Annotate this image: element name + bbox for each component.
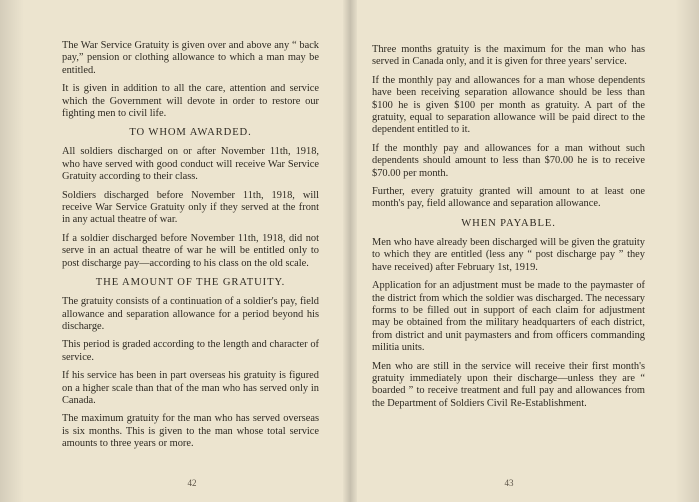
paragraph: Application for an adjustment must be made to the paymaster of the district from which the soldier was discharged. The necessary forms to be filled out in support of each claim for adjustment may be obtained from the military headquarters of each district, from district and unit paymasters and from officers commanding militia units. (372, 280, 645, 354)
paragraph: Men who have already been discharged will be given the gratuity to which they are entitled (less any “ post discharge pay ” they have received) after February 1st, 1919. (372, 236, 645, 273)
paragraph: The gratuity consists of a continuation of a soldier's pay, field allowance and separation allowance for a period beyond his discharge. (62, 296, 319, 332)
left-edge-shadow (0, 0, 24, 502)
right-page (349, 0, 699, 502)
left-page (0, 0, 349, 502)
paragraph: The War Service Gratuity is given over and above any “ back pay,” pension or clothing allowance to which a man may be entitled. (62, 40, 319, 76)
paragraph: It is given in addition to all the care, attention and service which the Government will devote in order to restore our fighting men to civil life. (62, 83, 319, 120)
section-heading-amount-of-gratuity: THE AMOUNT OF THE GRATUITY. (95, 277, 286, 289)
page-number: 42 (187, 478, 197, 488)
paragraph: Three months gratuity is the maximum for the man who has served in Canada only, and it is given for three years' service. (372, 44, 645, 68)
paragraph: If the monthly pay and allowances for a man without such dependents should amount to less than $70.00 he is to receive $70.00 per month. (372, 142, 645, 179)
paragraph: All soldiers discharged on or after November 11th, 1918, who have served with good conduct will receive War Service Gratuity according to their class. (62, 146, 319, 183)
section-heading-when-payable: WHEN PAYABLE. (461, 217, 556, 229)
page-number: 43 (504, 478, 514, 488)
paragraph: This period is graded according to the length and character of service. (62, 339, 319, 363)
paragraph: Men who are still in the service will receive their first month's gratuity immediately upon their discharge—unless they are “ boarded ” to receive treatment and full pay and allowances from the Department of Soldiers Civil Re-Establishment. (372, 360, 645, 409)
section-heading-to-whom-awarded: TO WHOM AWARDED. (129, 127, 252, 139)
paragraph: If a soldier discharged before November 11th, 1918, did not serve in an actual theatre of war he will be entitled only to post discharge pay—according to his class on the old scale. (62, 232, 319, 269)
book-gutter (343, 0, 357, 502)
paragraph: If the monthly pay and allowances for a man whose dependents have been receiving separation allowance should be less than $100 he is given $100 per month as gratuity. A part of the gratuity, equal to separation allowance will be paid direct to the dependent entitled to it. (372, 74, 645, 136)
paragraph: If his service has been in part overseas his gratuity is figured on a higher scale than that of the man who has served only in Canada. (62, 370, 319, 406)
paragraph: The maximum gratuity for the man who has served overseas is six months. This is given to the man whose total service amounts to three years or more. (62, 413, 319, 450)
paragraph: Soldiers discharged before November 11th, 1918, will receive War Service Gratuity only if they served at the front in any actual theatre of war. (62, 189, 319, 226)
paragraph: Further, every gratuity granted will amount to at least one month's pay, field allowance and separation allowance. (372, 186, 645, 210)
right-edge-shadow (675, 0, 699, 502)
